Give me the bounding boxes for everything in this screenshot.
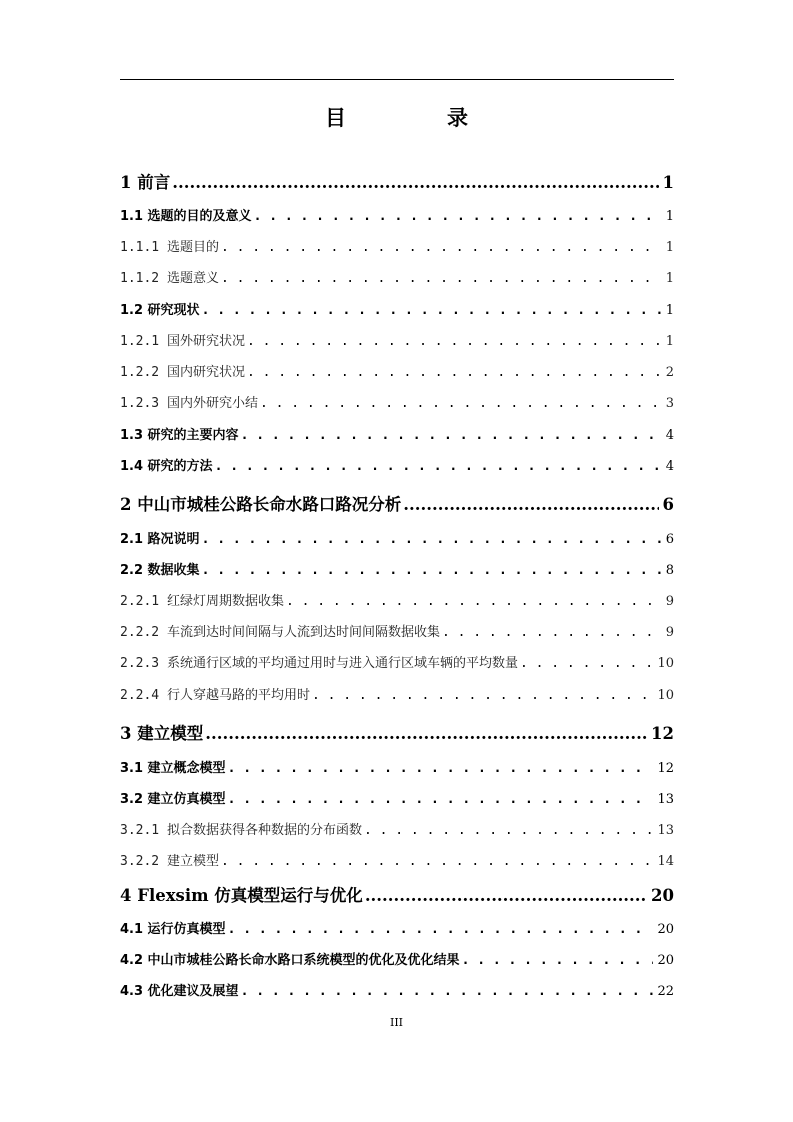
toc-entry[interactable]	[120, 169, 674, 193]
toc-entry-label: 2.2.4 行人穿越马路的平均用时	[120, 688, 310, 703]
toc-leader-dots	[202, 532, 662, 547]
toc-entry-label: 4.1 运行仿真模型	[120, 922, 226, 937]
toc-leader-dots	[241, 428, 662, 443]
toc-entry-page: 1	[665, 334, 674, 349]
toc-leader-dots	[205, 724, 647, 743]
toc-entry[interactable]	[120, 361, 674, 381]
toc-leader-dots	[520, 656, 653, 671]
toc-entry-label: 2.1 路况说明	[120, 532, 200, 547]
toc-entry[interactable]	[120, 236, 674, 256]
toc-entry-page: 10	[657, 688, 674, 703]
toc-entry-page: 1	[665, 303, 674, 318]
toc-entry[interactable]	[120, 819, 674, 839]
toc-entry-page: 6	[665, 532, 674, 547]
toc-entry[interactable]	[120, 652, 674, 672]
toc-leader-dots	[254, 209, 662, 224]
toc-entry-label: 3.1 建立概念模型	[120, 761, 226, 776]
toc-entry-page: 22	[657, 984, 674, 999]
toc-entry-label: 1.1 选题的目的及意义	[120, 209, 252, 224]
toc-entry[interactable]	[120, 559, 674, 579]
toc-entry-page: 13	[657, 823, 674, 838]
toc-entry-label: 1.2.2 国内研究状况	[120, 365, 245, 380]
toc-leader-dots	[247, 365, 662, 380]
toc-entry[interactable]	[120, 621, 674, 641]
toc-entry-label: 3.2.1 拟合数据获得各种数据的分布函数	[120, 823, 362, 838]
toc-entry[interactable]	[120, 392, 674, 412]
toc-entry-page: 20	[657, 953, 674, 968]
toc-entry[interactable]	[120, 949, 674, 969]
toc-entry-page: 20	[657, 922, 674, 937]
toc-leader-dots	[221, 271, 662, 286]
toc-entry-label: 1.1.1 选题目的	[120, 240, 219, 255]
toc-entry-label: 3 建立模型	[120, 724, 204, 743]
toc-entry[interactable]	[120, 299, 674, 319]
toc-entry[interactable]	[120, 882, 674, 906]
toc-entry[interactable]	[120, 684, 674, 704]
toc-leader-dots	[247, 334, 662, 349]
toc-entry[interactable]	[120, 205, 674, 225]
toc-entry-label: 4.3 优化建议及展望	[120, 984, 239, 999]
toc-leader-dots	[221, 854, 653, 869]
toc-entry-page: 1	[665, 271, 674, 286]
toc-entry-label: 3.2.2 建立模型	[120, 854, 219, 869]
toc-entry-page: 10	[657, 656, 674, 671]
toc-entry-label: 2.2.3 系统通行区域的平均通过用时与进入通行区域车辆的平均数量	[120, 656, 518, 671]
toc-entry-label: 1.2.1 国外研究状况	[120, 334, 245, 349]
toc-entry-label: 3.2 建立仿真模型	[120, 792, 226, 807]
toc-entry-page: 6	[662, 495, 674, 514]
toc-leader-dots	[462, 953, 654, 968]
toc-entry-page: 13	[657, 792, 674, 807]
toc-title: 目 录	[325, 105, 508, 130]
toc-entry[interactable]	[120, 590, 674, 610]
toc-entry[interactable]	[120, 757, 674, 777]
toc-entry-label: 1 前言	[120, 173, 171, 192]
toc-entry-page: 20	[651, 886, 674, 905]
toc-leader-dots	[403, 495, 658, 514]
toc-leader-dots	[228, 761, 654, 776]
toc-entry[interactable]	[120, 455, 674, 475]
toc-entry[interactable]	[120, 491, 674, 515]
toc-entry-page: 12	[651, 724, 674, 743]
toc-entry-label: 2.2.1 红绿灯周期数据收集	[120, 594, 284, 609]
toc-entry-label: 1.4 研究的方法	[120, 459, 213, 474]
toc-leader-dots	[365, 886, 647, 905]
toc-entry[interactable]	[120, 330, 674, 350]
toc-entry[interactable]	[120, 267, 674, 287]
toc-entry[interactable]	[120, 918, 674, 938]
toc-entry-label: 4 Flexsim 仿真模型运行与优化	[120, 886, 363, 905]
toc-entry-label: 1.2.3 国内外研究小结	[120, 396, 258, 411]
toc-entry-page: 9	[665, 594, 674, 609]
toc-entry-page: 3	[665, 396, 674, 411]
toc-entry-page: 1	[662, 173, 674, 192]
toc-entry-label: 1.1.2 选题意义	[120, 271, 219, 286]
toc-entry-page: 1	[665, 209, 674, 224]
toc-entry-label: 4.2 中山市城桂公路长命水路口系统模型的优化及优化结果	[120, 953, 460, 968]
toc-entry-label: 2 中山市城桂公路长命水路口路况分析	[120, 495, 402, 514]
toc-entry[interactable]	[120, 788, 674, 808]
toc-leader-dots	[202, 303, 662, 318]
toc-entry-label: 2.2.2 车流到达时间间隔与人流到达时间间隔数据收集	[120, 625, 440, 640]
toc-leader-dots	[442, 625, 662, 640]
toc-entry-page: 12	[657, 761, 674, 776]
page-number: III	[389, 1016, 404, 1029]
toc-leader-dots	[221, 240, 662, 255]
toc-entry[interactable]	[120, 528, 674, 548]
toc-leader-dots	[241, 984, 654, 999]
toc-leader-dots	[202, 563, 662, 578]
toc-leader-dots	[286, 594, 662, 609]
toc-leader-dots	[312, 688, 653, 703]
toc-entry-page: 4	[665, 428, 674, 443]
toc-entry-page: 9	[665, 625, 674, 640]
toc-entry-label: 1.2 研究现状	[120, 303, 200, 318]
toc-entry[interactable]	[120, 720, 674, 744]
toc-leader-dots	[228, 922, 654, 937]
toc-entry-label: 1.3 研究的主要内容	[120, 428, 239, 443]
toc-leader-dots	[364, 823, 653, 838]
toc-entry-page: 14	[657, 854, 674, 869]
toc-entry[interactable]	[120, 850, 674, 870]
toc-entry-label: 2.2 数据收集	[120, 563, 200, 578]
toc-entry-page: 4	[665, 459, 674, 474]
toc-entry-page: 2	[665, 365, 674, 380]
toc-entry-page: 8	[665, 563, 674, 578]
toc-leader-dots	[215, 459, 662, 474]
toc-leader-dots	[228, 792, 654, 807]
toc-leader-dots	[172, 173, 658, 192]
toc-leader-dots	[260, 396, 662, 411]
toc-entry[interactable]	[120, 424, 674, 444]
toc-entry-page: 1	[665, 240, 674, 255]
toc-entry[interactable]	[120, 980, 674, 1000]
header-rule	[120, 79, 674, 80]
